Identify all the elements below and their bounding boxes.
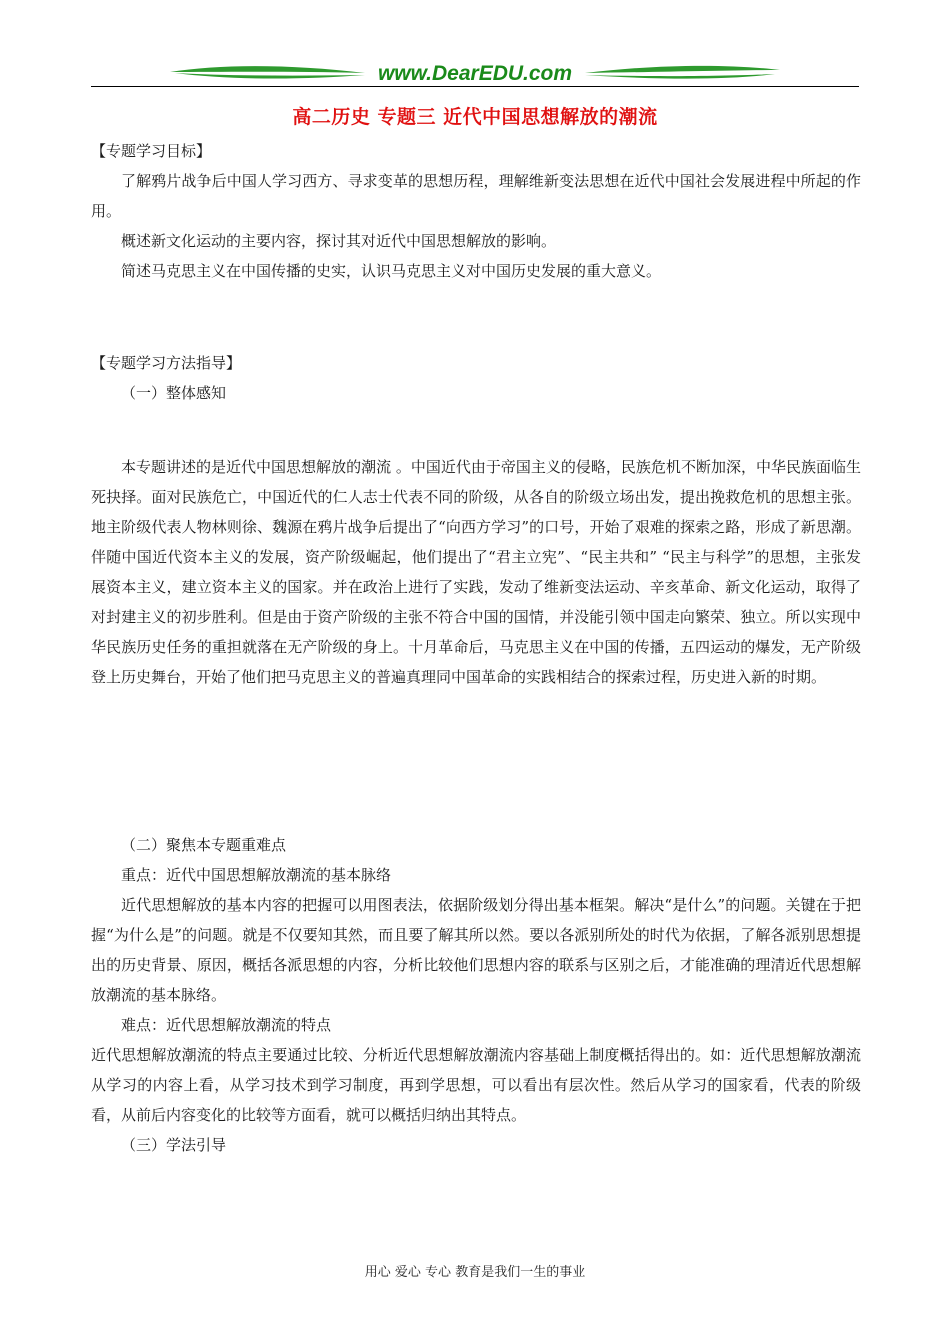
logo-swoosh-graphic <box>160 58 790 88</box>
goals-section <box>91 136 861 286</box>
difficulty-paragraph: 近代思想解放潮流的特点主要通过比较、分析近代思想解放潮流内容基础上制度概括得出的。如：近代思想解放潮流从学习的内容上看，从学习技术到学习制度，再到学思想，可以看出有层次性。然后从学习的国家看，代表的阶级看，从前后内容变化的比较等方面看，就可以概括归纳出其特点。 <box>91 1046 861 1124</box>
header-divider <box>91 86 859 87</box>
page-footer: 用心 爱心 专心 教育是我们一生的事业 <box>364 1265 586 1280</box>
goal-item-1: 了解鸦片战争后中国人学习西方、寻求变革的思想历程，理解维新变法思想在近代中国社会发展进程中所起的作用。 <box>91 172 861 220</box>
document-title: 高二历史 专题三 近代中国思想解放的潮流 <box>292 106 658 128</box>
methods-heading: 【专题学习方法指导】 <box>91 354 242 372</box>
methods-section <box>91 348 861 408</box>
key-difficult-section <box>91 830 861 1160</box>
goal-item-2: 概述新文化运动的主要内容，探讨其对近代中国思想解放的影响。 <box>121 232 557 250</box>
goals-heading: 【专题学习目标】 <box>91 142 212 160</box>
logo-text: www.DearEDU.com <box>377 62 573 85</box>
difficulty-heading: 难点：近代思想解放潮流的特点 <box>121 1016 332 1034</box>
overview-paragraph: 本专题讲述的是近代中国思想解放的潮流 。中国近代由于帝国主义的侵略，民族危机不断加深，中华民族面临生死抉择。面对民族危亡，中国近代的仁人志士代表不同的阶级，从各自的阶级立场出发，提出挽救危机的思想主张。地主阶级代表人物林则徐、魏源在鸦片战争后提出了“向西方学习”的口号，开始了艰难的探索之路，形成了新思潮。伴随中国近代资本主义的发展，资产阶级崛起，他们提出了“君主立宪”、“民主共和” “民主与科学”的思想，主张发展资本主义，建立资本主义的国家。并在政治上进行了实践，发动了维新变法运动、辛亥革命、新文化运动，取得了对封建主义的初步胜利。但是由于资产阶级的主张不符合中国的国情，并没能引领中国走向繁荣、独立。所以实现中华民族历史任务的重担就落在无产阶级的身上。十月革命后，马克思主义在中国的传播，五四运动的爆发，无产阶级登上历史舞台，开始了他们把马克思主义的普遍真理同中国革命的实践相结合的探索过程，历史进入新的时期。 <box>91 458 861 686</box>
overview-section <box>91 452 861 692</box>
key-point-paragraph: 近代思想解放的基本内容的把握可以用图表法，依据阶级划分得出基本框架。解决“是什么”的问题。关键在于把握“为什么是”的问题。就是不仅要知其然，而且要了解其所以然。要以各派别所处的时代为依据，了解各派别思想提出的历史背景、原因，概括各派思想的内容，分析比较他们思想内容的联系与区别之后，才能准确的理清近代思想解放潮流的基本脉络。 <box>91 896 861 1004</box>
goal-item-3: 简述马克思主义在中国传播的史实，认识马克思主义对中国历史发展的重大意义。 <box>121 262 662 280</box>
part1-heading: （一）整体感知 <box>121 384 227 402</box>
dearedu-logo <box>160 58 790 88</box>
part3-heading: （三）学法引导 <box>121 1136 227 1154</box>
key-point-heading: 重点：近代中国思想解放潮流的基本脉络 <box>121 866 392 884</box>
part2-heading: （二）聚焦本专题重难点 <box>121 836 287 854</box>
